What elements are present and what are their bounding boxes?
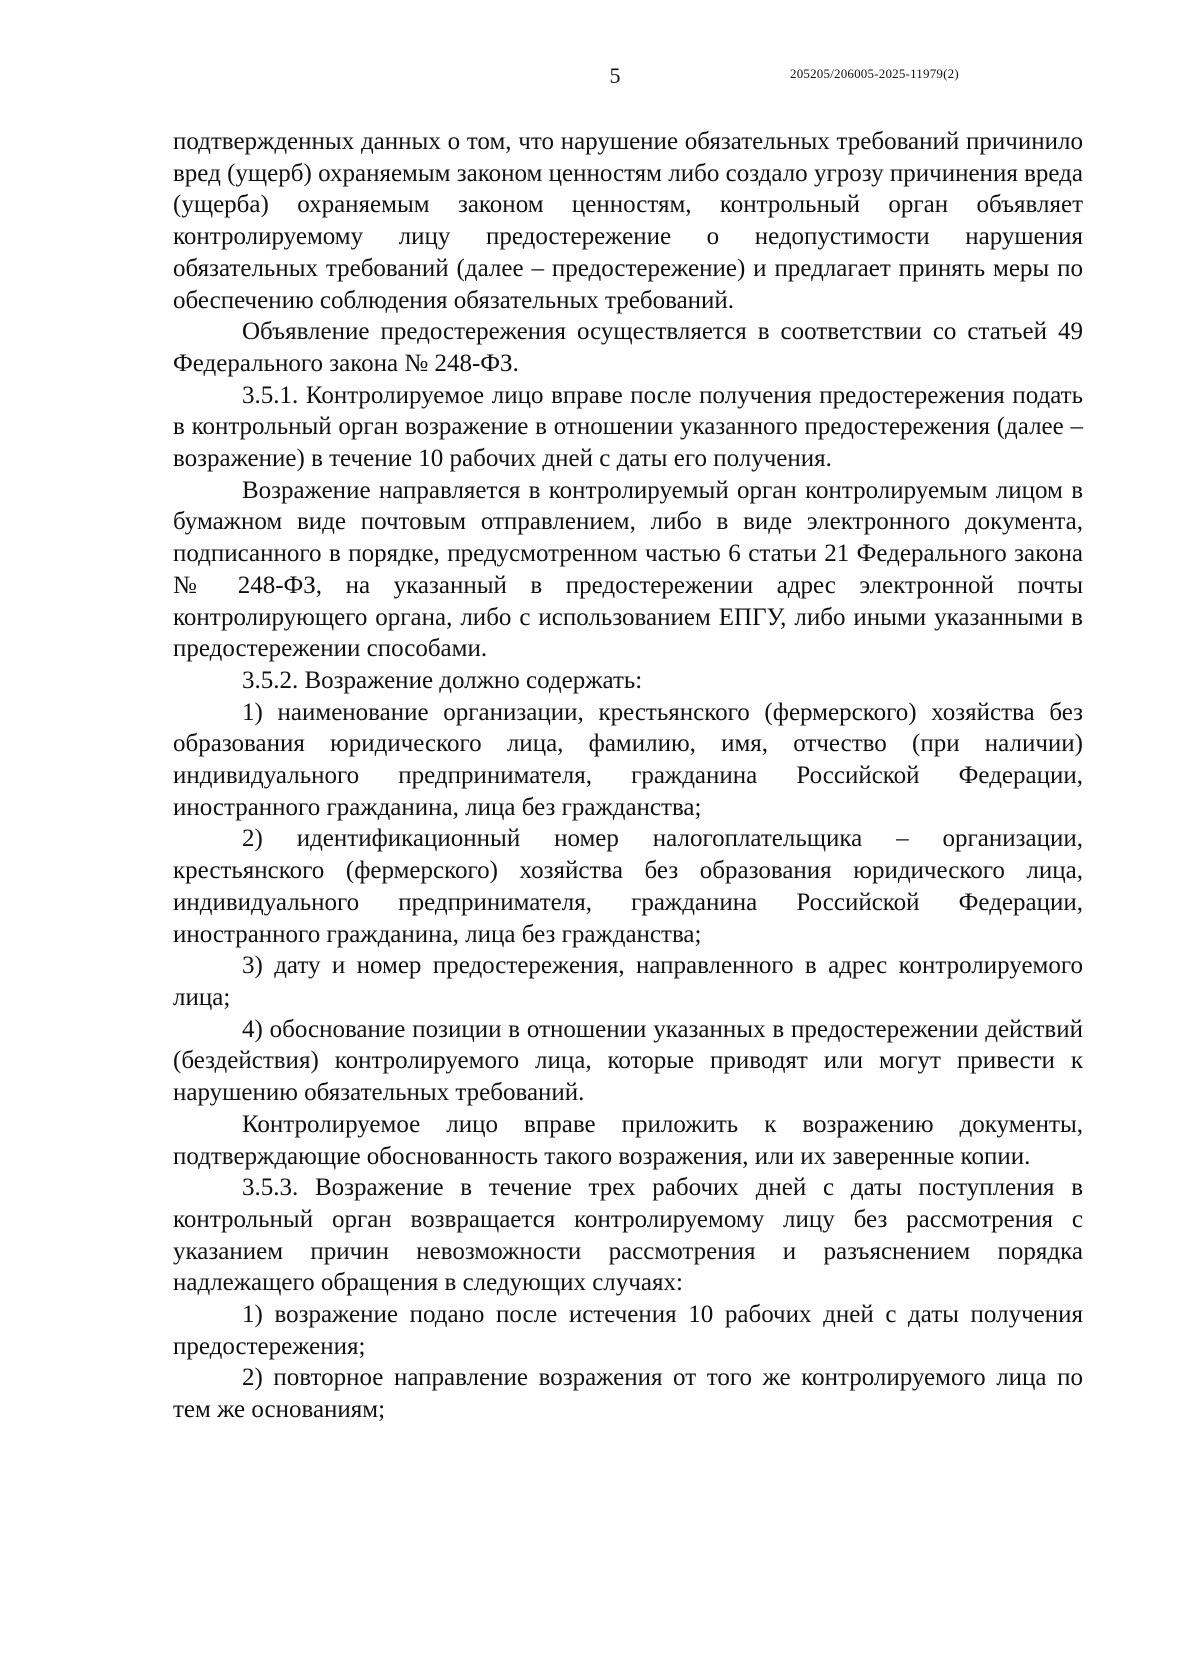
- list-item-3-date-number: 3) дату и номер предостережения, направленного в адрес контролируемого лица;: [173, 952, 1083, 1011]
- paragraph-continuation: подтвержденных данных о том, что нарушение обязательных требований причинило вред (ущерб) охраняемым законом ценностям либо создало угрозу причинения вреда (ущерба) охраняемым законом ценностям, контрольный орган объявляет контролируемому лицу предостережение о недопустимости нарушения обязательных требований (далее – предостережение) и предлагает принять меры по обеспечению соблюдения обязательных требований.: [173, 128, 1083, 314]
- document-id: 205205/206005-2025-11979(2): [790, 66, 959, 81]
- paragraph-attachments: Контролируемое лицо вправе приложить к возражению документы, подтверждающие обоснованность такого возражения, или их заверенные копии.: [173, 1110, 1083, 1170]
- return-case-2: 2) повторное направление возражения от того же контролируемого лица по тем же основаниям;: [173, 1364, 1083, 1424]
- list-item-4-justification: 4) обоснование позиции в отношении указанных в предостережении действий (бездействия) контролируемого лица, которые приводят или могут привести к нарушению обязательных требований.: [173, 1015, 1083, 1107]
- paragraph-3-5-2: 3.5.2. Возражение должно содержать:: [242, 666, 643, 694]
- paragraph-warning-announcement: Объявление предостережения осуществляется в соответствии со статьей 49 Федерального закона № 248-ФЗ.: [173, 318, 1083, 377]
- paragraph-objection-delivery: Возражение направляется в контролируемый орган контролируемым лицом в бумажном виде почтовым отправлением, либо в виде электронного документа, подписанного в порядке, предусмотренном частью 6 статьи 21 Федерального закона № 248-ФЗ, на указанный в предостережении адрес электронной почты контролирующего органа, либо с использованием ЕПГУ, либо иными указанными в предостережении способами.: [173, 476, 1083, 663]
- list-item-1-name: 1) наименование организации, крестьянского (фермерского) хозяйства без образования юридического лица, фамилию, имя, отчество (при наличии) индивидуального предпринимателя, гражданина Российской Федерации, иностранного гражданина, лица без гражданства;: [173, 698, 1083, 821]
- return-case-1: 1) возражение подано после истечения 10 рабочих дней с даты получения предостережения;: [173, 1301, 1083, 1360]
- paragraph-3-5-3: 3.5.3. Возражение в течение трех рабочих дней с даты поступления в контрольный орган возвращается контролируемому лицу без рассмотрения с указанием причин невозможности рассмотрения и разъяснением порядка надлежащего обращения в следующих случаях:: [173, 1174, 1083, 1297]
- paragraph-3-5-1: 3.5.1. Контролируемое лицо вправе после получения предостережения подать в контрольный орган возражение в отношении указанного предостережения (далее – возражение) в течение 10 рабочих дней с даты его получения.: [173, 381, 1083, 473]
- list-item-2-inn: 2) идентификационный номер налогоплательщика – организации, крестьянского (фермерского) хозяйства без образования юридического лица, индивидуального предпринимателя, гражданина Российской Федерации, иностранного гражданина, лица без гражданства;: [173, 825, 1083, 948]
- page-number: 5: [609, 63, 621, 88]
- document-body: [173, 126, 1083, 1426]
